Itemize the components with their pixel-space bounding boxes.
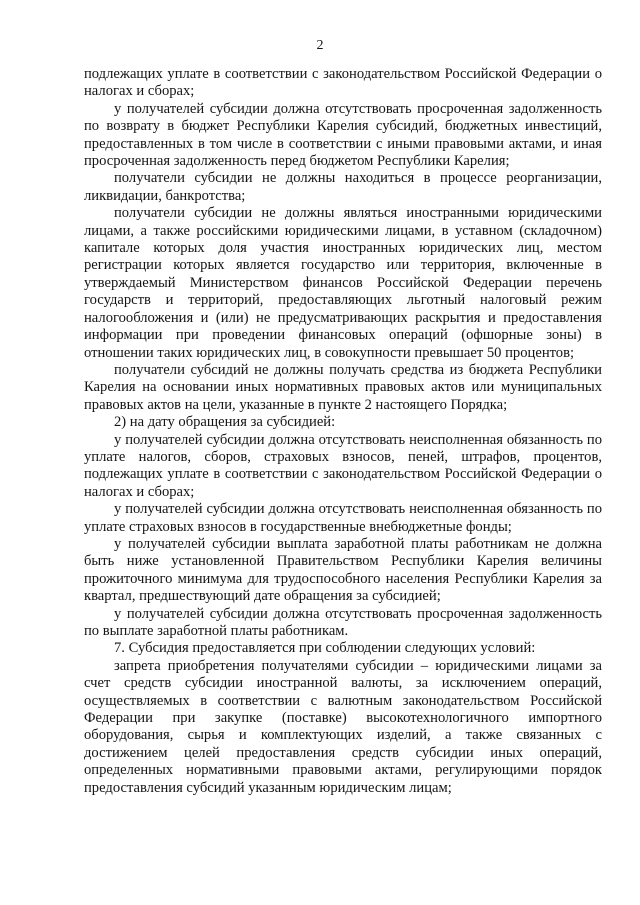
paragraph-1: подлежащих уплате в соответствии с законодательством Российской Федерации о налогах и сборах; — [84, 66, 602, 100]
paragraph-4: получатели субсидии не должны являться иностранными юридическими лицами, а также российскими юридическими лицами, в уставном (складочном) капитале которых доля участия иностранных юридических лиц, местом регистрации которых является государство или территория, включенные в утверждаемый Министерством финансов Российской Федерации перечень государств и территорий, предоставляющих льготный налоговый режим налогообложения и (или) не предусматривающих раскрытия и предоставления информации при проведении финансовых операций (офшорные зоны) в отношении таких юридических лиц, в совокупности превышает 50 процентов; — [84, 205, 602, 361]
paragraph-2: у получателей субсидии должна отсутствовать просроченная задолженность по возврату в бюджет Республики Карелия субсидий, бюджетных инвестиций, предоставленных в том числе в соответствии с иными правовыми актами, и иная просроченная задолженность перед бюджетом Республики Карелия; — [84, 100, 602, 170]
paragraph-6: 2) на дату обращения за субсидией: — [114, 414, 336, 431]
paragraph-12: запрета приобретения получателями субсидии – юридическими лицами за счет средств субсидии иностранной валюты, за исключением операций, осуществляемых в соответствии с валютным законодательством Российской Федерации при закупке (поставке) высокотехнологичного импортного оборудования, сырья и комплектующих изделий, а также связанных с достижением целей предоставления средств субсидии иных операций, определенных нормативными правовыми актами, регулирующими порядок предоставления субсидий указанным юридическим лицам; — [84, 657, 602, 796]
paragraph-5: получатели субсидий не должны получать средства из бюджета Республики Карелия на основании иных нормативных правовых актов или муниципальных правовых актов на цели, указанные в пункте 2 настоящего Порядка; — [84, 361, 602, 413]
paragraph-10: у получателей субсидии должна отсутствовать просроченная задолженность по выплате заработной платы работникам. — [84, 605, 602, 639]
paragraph-11: 7. Субсидия предоставляется при соблюдении следующих условий: — [114, 640, 536, 657]
paragraph-9: у получателей субсидии выплата заработной платы работникам не должна быть ниже установленной Правительством Республики Карелия величины прожиточного минимума для трудоспособного населения Республики Карелия за квартал, предшествующий дате обращения за субсидией; — [84, 535, 602, 605]
paragraph-3: получатели субсидии не должны находиться в процессе реорганизации, ликвидации, банкротства; — [84, 170, 602, 204]
paragraph-7: у получателей субсидии должна отсутствовать неисполненная обязанность по уплате налогов, сборов, страховых взносов, пеней, штрафов, процентов, подлежащих уплате в соответствии с законодательством Российской Федерации о налогах и сборах; — [84, 431, 602, 500]
page-number: 2 — [316, 38, 324, 53]
document-body — [84, 66, 602, 797]
paragraph-8: у получателей субсидии должна отсутствовать неисполненная обязанность по уплате страховых взносов в государственные внебюджетные фонды; — [84, 501, 602, 535]
